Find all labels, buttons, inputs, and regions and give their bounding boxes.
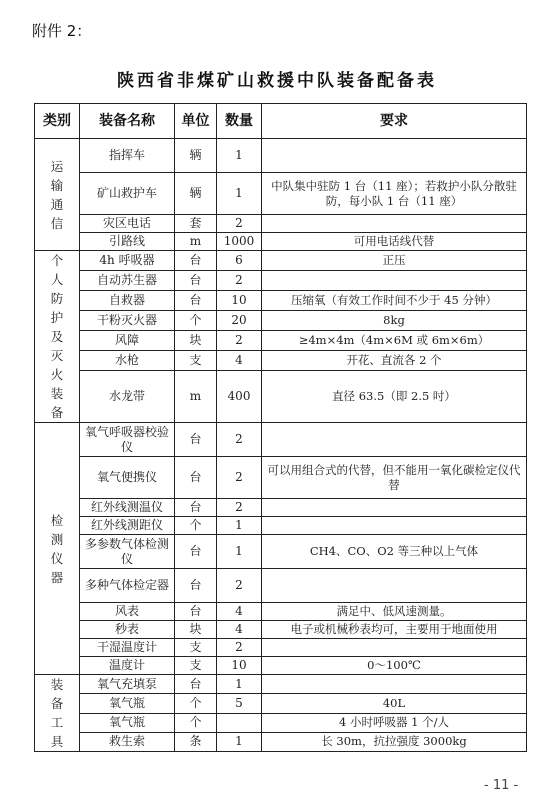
equipment-name-cell: 风表 bbox=[80, 603, 175, 621]
requirement-cell: 40L bbox=[262, 694, 527, 713]
quantity-cell: 2 bbox=[217, 569, 262, 603]
header-name: 装备名称 bbox=[80, 104, 175, 139]
equipment-name-cell: 秒表 bbox=[80, 621, 175, 639]
header-unit: 单位 bbox=[175, 104, 217, 139]
quantity-cell: 2 bbox=[217, 423, 262, 457]
category-label: 个人防护及灭火装备 bbox=[50, 253, 64, 420]
requirement-cell bbox=[262, 423, 527, 457]
unit-cell: 台 bbox=[175, 290, 217, 310]
requirement-cell bbox=[262, 270, 527, 290]
table-row bbox=[35, 675, 527, 694]
table-row bbox=[35, 535, 527, 569]
unit-cell: 支 bbox=[175, 657, 217, 675]
table-row bbox=[35, 251, 527, 271]
quantity-cell: 1 bbox=[217, 535, 262, 569]
table-row bbox=[35, 621, 527, 639]
unit-cell: 辆 bbox=[175, 139, 217, 173]
table-row bbox=[35, 423, 527, 457]
category-label: 运输通信 bbox=[50, 158, 64, 231]
unit-cell: 个 bbox=[175, 713, 217, 732]
requirement-cell: 4 小时呼吸器 1 个/人 bbox=[262, 713, 527, 732]
requirement-cell: 可以用组合式的代替，但不能用一氧化碳检定仪代替 bbox=[262, 457, 527, 499]
table-row bbox=[35, 215, 527, 233]
unit-cell: 台 bbox=[175, 423, 217, 457]
equipment-name-cell: 氧气呼吸器校验仪 bbox=[80, 423, 175, 457]
equipment-name-cell: 风障 bbox=[80, 330, 175, 350]
table-row bbox=[35, 290, 527, 310]
unit-cell: 台 bbox=[175, 569, 217, 603]
unit-cell: 台 bbox=[175, 603, 217, 621]
quantity-cell: 10 bbox=[217, 657, 262, 675]
unit-cell: 个 bbox=[175, 310, 217, 330]
table-row bbox=[35, 350, 527, 370]
table-row bbox=[35, 233, 527, 251]
unit-cell: 个 bbox=[175, 694, 217, 713]
attachment-label: 附件 2： bbox=[32, 22, 92, 40]
quantity-cell: 400 bbox=[217, 370, 262, 422]
quantity-cell: 1 bbox=[217, 732, 262, 751]
equipment-name-cell: 引路线 bbox=[80, 233, 175, 251]
unit-cell: m bbox=[175, 370, 217, 422]
requirement-cell: 直径 63.5（即 2.5 吋） bbox=[262, 370, 527, 422]
unit-cell: 台 bbox=[175, 675, 217, 694]
requirement-cell: 正压 bbox=[262, 251, 527, 271]
equipment-name-cell: 自动苏生器 bbox=[80, 270, 175, 290]
equipment-name-cell: 多参数气体检测仪 bbox=[80, 535, 175, 569]
requirement-cell: 电子或机械秒表均可，主要用于地面使用 bbox=[262, 621, 527, 639]
document-title: 陕西省非煤矿山救援中队装备配备表 bbox=[117, 71, 437, 91]
page-number: - 11 - bbox=[484, 778, 519, 793]
requirement-cell: 开花、直流各 2 个 bbox=[262, 350, 527, 370]
table-row bbox=[35, 517, 527, 535]
category-label: 检测仪器 bbox=[50, 512, 64, 585]
table-body bbox=[35, 139, 527, 752]
requirement-cell bbox=[262, 517, 527, 535]
equipment-name-cell: 水枪 bbox=[80, 350, 175, 370]
unit-cell: 台 bbox=[175, 457, 217, 499]
equipment-name-cell: 4h 呼吸器 bbox=[80, 251, 175, 271]
requirement-cell bbox=[262, 215, 527, 233]
unit-cell: 条 bbox=[175, 732, 217, 751]
equipment-name-cell: 氧气便携仪 bbox=[80, 457, 175, 499]
header-requirement: 要求 bbox=[262, 104, 527, 139]
equipment-name-cell: 矿山救护车 bbox=[80, 173, 175, 215]
quantity-cell: 1 bbox=[217, 173, 262, 215]
requirement-cell: CH4、CO、O2 等三种以上气体 bbox=[262, 535, 527, 569]
equipment-name-cell: 干湿温度计 bbox=[80, 639, 175, 657]
requirement-cell bbox=[262, 139, 527, 173]
quantity-cell: 2 bbox=[217, 270, 262, 290]
quantity-cell: 2 bbox=[217, 499, 262, 517]
equipment-name-cell: 温度计 bbox=[80, 657, 175, 675]
category-cell bbox=[35, 423, 80, 675]
requirement-cell: 8kg bbox=[262, 310, 527, 330]
table-row bbox=[35, 457, 527, 499]
table-row bbox=[35, 173, 527, 215]
category-cell bbox=[35, 251, 80, 423]
unit-cell: 块 bbox=[175, 621, 217, 639]
quantity-cell: 5 bbox=[217, 694, 262, 713]
quantity-cell bbox=[217, 713, 262, 732]
table-row bbox=[35, 732, 527, 751]
category-cell bbox=[35, 139, 80, 251]
unit-cell: 辆 bbox=[175, 173, 217, 215]
table-row bbox=[35, 499, 527, 517]
equipment-name-cell: 自救器 bbox=[80, 290, 175, 310]
table-row bbox=[35, 603, 527, 621]
quantity-cell: 2 bbox=[217, 457, 262, 499]
table-row bbox=[35, 310, 527, 330]
unit-cell: 支 bbox=[175, 350, 217, 370]
requirement-cell: 压缩氧（有效工作时间不少于 45 分钟） bbox=[262, 290, 527, 310]
equipment-name-cell: 氧气瓶 bbox=[80, 713, 175, 732]
requirement-cell: 可用电话线代替 bbox=[262, 233, 527, 251]
quantity-cell: 2 bbox=[217, 330, 262, 350]
table-row bbox=[35, 713, 527, 732]
category-cell bbox=[35, 675, 80, 752]
quantity-cell: 1 bbox=[217, 517, 262, 535]
unit-cell: 套 bbox=[175, 215, 217, 233]
requirement-cell: 长 30m，抗拉强度 3000kg bbox=[262, 732, 527, 751]
header-category: 类别 bbox=[35, 104, 80, 139]
equipment-name-cell: 氧气充填泵 bbox=[80, 675, 175, 694]
unit-cell: 台 bbox=[175, 251, 217, 271]
equipment-name-cell: 红外线测温仪 bbox=[80, 499, 175, 517]
unit-cell: 台 bbox=[175, 499, 217, 517]
equipment-name-cell: 指挥车 bbox=[80, 139, 175, 173]
equipment-name-cell: 多种气体检定器 bbox=[80, 569, 175, 603]
quantity-cell: 20 bbox=[217, 310, 262, 330]
quantity-cell: 2 bbox=[217, 215, 262, 233]
unit-cell: 个 bbox=[175, 517, 217, 535]
requirement-cell bbox=[262, 675, 527, 694]
quantity-cell: 1000 bbox=[217, 233, 262, 251]
requirement-cell bbox=[262, 639, 527, 657]
requirement-cell: 0～100℃ bbox=[262, 657, 527, 675]
unit-cell: 台 bbox=[175, 535, 217, 569]
table-row bbox=[35, 139, 527, 173]
quantity-cell: 1 bbox=[217, 675, 262, 694]
equipment-name-cell: 灾区电话 bbox=[80, 215, 175, 233]
requirement-cell bbox=[262, 569, 527, 603]
quantity-cell: 10 bbox=[217, 290, 262, 310]
equipment-name-cell: 水龙带 bbox=[80, 370, 175, 422]
table-row bbox=[35, 639, 527, 657]
table-row bbox=[35, 270, 527, 290]
requirement-cell: ≥4m×4m（4m×6M 或 6m×6m） bbox=[262, 330, 527, 350]
requirement-cell: 满足中、低风速测量。 bbox=[262, 603, 527, 621]
unit-cell: m bbox=[175, 233, 217, 251]
requirement-cell bbox=[262, 499, 527, 517]
table-row bbox=[35, 657, 527, 675]
equipment-table bbox=[34, 103, 527, 752]
table-row bbox=[35, 569, 527, 603]
header-quantity: 数量 bbox=[217, 104, 262, 139]
quantity-cell: 4 bbox=[217, 621, 262, 639]
quantity-cell: 6 bbox=[217, 251, 262, 271]
equipment-name-cell: 红外线测距仪 bbox=[80, 517, 175, 535]
quantity-cell: 1 bbox=[217, 139, 262, 173]
table-row bbox=[35, 694, 527, 713]
equipment-name-cell: 氧气瓶 bbox=[80, 694, 175, 713]
unit-cell: 台 bbox=[175, 270, 217, 290]
unit-cell: 支 bbox=[175, 639, 217, 657]
table-row bbox=[35, 330, 527, 350]
quantity-cell: 2 bbox=[217, 639, 262, 657]
quantity-cell: 4 bbox=[217, 603, 262, 621]
equipment-name-cell: 救生索 bbox=[80, 732, 175, 751]
requirement-cell: 中队集中驻防 1 台（11 座）；若救护小队分散驻防，每小队 1 台（11 座） bbox=[262, 173, 527, 215]
equipment-name-cell: 干粉灭火器 bbox=[80, 310, 175, 330]
quantity-cell: 4 bbox=[217, 350, 262, 370]
table-row bbox=[35, 370, 527, 422]
unit-cell: 块 bbox=[175, 330, 217, 350]
category-label: 装备工具 bbox=[50, 677, 64, 749]
